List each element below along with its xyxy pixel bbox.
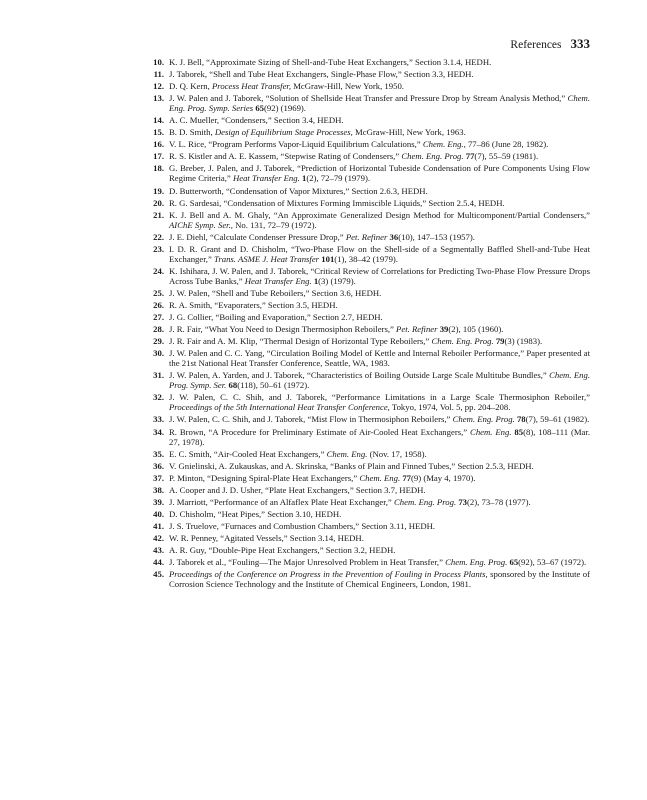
reference-number: 16. xyxy=(153,139,164,150)
reference-text-part: I. D. R. Grant and D. Chisholm, “Two-Phase Flow on the Shell-side of a Segmentally Baffled Shell-and-Tube Heat Exchanger,” xyxy=(169,243,590,264)
reference-text-part: J. G. Collier, “Boiling and Evaporation,” Section 2.7, HEDH. xyxy=(169,312,383,323)
reference-number: 11. xyxy=(153,69,164,80)
reference-volume-bold: 85 xyxy=(514,426,524,437)
reference-text xyxy=(169,414,590,424)
reference-number: 21. xyxy=(153,209,164,220)
reference-text-part: (92), 53–67 (1972). xyxy=(518,557,587,568)
reference-volume-bold: 73 xyxy=(458,496,467,507)
reference-text xyxy=(169,545,590,555)
reference-source-italic: AIChE Symp. Ser., xyxy=(169,219,233,230)
reference-volume-bold: 101 xyxy=(321,253,335,264)
reference-text-part: (1), 38–42 (1979). xyxy=(334,253,398,264)
reference-text-part: (7), 55–59 (1981). xyxy=(474,151,539,162)
reference-text-part: J. Taborek, “Shell and Tube Heat Exchangers, Single-Phase Flow,” Section 3.3, HEDH. xyxy=(169,69,474,80)
reference-source-italic: Chem. Eng. Prog. Symp. Series xyxy=(169,93,590,114)
reference-number: 12. xyxy=(153,81,164,92)
reference-text-part: J. W. Palen, C. C. Shih, and J. Taborek, “Performance Limitations in a Large Scale Thermosiphon Reboiler,” xyxy=(169,392,590,403)
reference-text-part: (3) (1979). xyxy=(318,275,356,286)
reference-text-part: J. Taborek et al., “Fouling—The Major Unresolved Problem in Heat Transfer,” xyxy=(169,557,446,568)
reference-text xyxy=(169,392,590,412)
reference-text-part: W. R. Penney, “Agitated Vessels,” Section 3.14, HEDH. xyxy=(169,532,364,543)
reference-text xyxy=(169,497,590,507)
reference-text-part: R. A. Smith, “Evaporaters,” Section 3.5, HEDH. xyxy=(169,299,338,310)
reference-volume-bold: 77 xyxy=(465,151,475,162)
reference-text-part: McGraw-Hill, New York, 1963. xyxy=(352,127,466,138)
reference-number: 29. xyxy=(153,336,164,347)
reference-number: 36. xyxy=(153,460,164,471)
reference-number: 28. xyxy=(153,324,164,335)
reference-source-italic: Proceedings of the 5th International Heat Transfer Conference, xyxy=(169,402,390,413)
reference-text xyxy=(169,509,590,519)
reference-text-part: A. C. Mueller, “Condensers,” Section 3.4, HEDH. xyxy=(169,115,344,126)
reference-volume-bold: 1 xyxy=(301,173,307,184)
reference-text xyxy=(169,163,590,183)
reference-text-part: R. Brown, “A Procedure for Preliminary Estimate of Air-Cooled Heat Exchangers,” xyxy=(169,426,471,437)
reference-text-part: J. W. Palen, C. C. Shih, and J. Taborek, “Mist Flow in Thermosiphon Reboilers,” xyxy=(169,414,453,425)
reference-source-italic: Chem. Eng. xyxy=(359,472,401,483)
reference-entry xyxy=(143,288,590,298)
reference-source-italic: Chem. Eng. Prog. xyxy=(393,496,457,507)
reference-text-part: J. Marriott, “Performance of an Alfaflex Plate Heat Exchanger,” xyxy=(169,496,394,507)
reference-entry xyxy=(143,348,590,368)
reference-text xyxy=(169,461,590,471)
reference-number: 40. xyxy=(153,508,164,519)
reference-source-italic: Chem. Eng., xyxy=(422,139,466,150)
reference-volume-bold: 1 xyxy=(313,275,319,286)
reference-entry xyxy=(143,81,590,91)
reference-volume-bold: 79 xyxy=(495,336,505,347)
reference-text xyxy=(169,473,590,483)
reference-text-part: K. Ishihara, J. W. Palen, and J. Taborek, “Critical Review of Correlations for Predicting Two-Phase Flow Pressure Drops Across Tube Banks,” xyxy=(169,265,590,286)
reference-text-part: R. G. Sardesai, “Condensation of Mixtures Forming Immiscible Liquids,” Section 2.5.4, HEDH. xyxy=(169,197,505,208)
reference-number: 20. xyxy=(153,197,164,208)
reference-text xyxy=(169,198,590,208)
reference-entry xyxy=(143,485,590,495)
reference-entry xyxy=(143,545,590,555)
reference-entry xyxy=(143,392,590,412)
reference-text xyxy=(169,57,590,67)
reference-text-part: 77–86 (June 28, 1982). xyxy=(465,139,549,150)
reference-volume-bold: 68 xyxy=(228,380,238,391)
reference-entry xyxy=(143,232,590,242)
reference-number: 14. xyxy=(153,115,164,126)
reference-text-part: (9) (May 4, 1970). xyxy=(411,472,476,483)
reference-text xyxy=(169,127,590,137)
reference-entry xyxy=(143,210,590,230)
reference-text-part: J. S. Truelove, “Furnaces and Combustion Chambers,” Section 3.11, HEDH. xyxy=(169,520,436,531)
reference-text xyxy=(169,557,590,567)
reference-text-part: D. Q. Kern, xyxy=(169,81,212,92)
reference-text-part: (2), 105 (1960). xyxy=(448,324,504,335)
reference-entry xyxy=(143,300,590,310)
reference-text-part: J. R. Fair and A. M. Klip, “Thermal Design of Horizontal Type Reboilers,” xyxy=(169,336,432,347)
reference-source-italic: Design of Equilibrium Stage Processes, xyxy=(214,127,353,138)
reference-volume-bold: 36 xyxy=(389,231,399,242)
reference-text xyxy=(169,324,590,334)
reference-text xyxy=(169,210,590,230)
reference-entry xyxy=(143,370,590,390)
reference-text-part: (92) (1969). xyxy=(264,103,306,114)
reference-text xyxy=(169,300,590,310)
reference-number: 19. xyxy=(153,185,164,196)
reference-entry xyxy=(143,324,590,334)
reference-text xyxy=(169,186,590,196)
reference-entry xyxy=(143,473,590,483)
reference-volume-bold: 65 xyxy=(509,557,519,568)
reference-entry xyxy=(143,198,590,208)
reference-entry xyxy=(143,57,590,67)
reference-text xyxy=(169,569,590,589)
reference-text xyxy=(169,151,590,161)
reference-source-italic: Chem. Eng. Prog. xyxy=(452,414,515,425)
reference-text xyxy=(169,533,590,543)
reference-text xyxy=(169,93,590,113)
section-title: References xyxy=(510,39,562,51)
reference-text-part: McGraw-Hill, New York, 1950. xyxy=(291,81,404,92)
reference-number: 15. xyxy=(153,127,164,138)
reference-number: 37. xyxy=(153,472,164,483)
reference-text xyxy=(169,232,590,242)
reference-entry xyxy=(143,449,590,459)
reference-entry xyxy=(143,557,590,567)
reference-number: 26. xyxy=(153,299,164,310)
reference-number: 33. xyxy=(153,414,164,425)
reference-number: 10. xyxy=(153,57,164,67)
reference-text xyxy=(169,336,590,346)
reference-text-part: (7), 59–61 (1982). xyxy=(525,414,590,425)
reference-entry xyxy=(143,115,590,125)
reference-number: 45. xyxy=(153,569,164,580)
reference-source-italic: Heat Transfer Eng. xyxy=(232,173,300,184)
reference-text xyxy=(169,115,590,125)
reference-text xyxy=(169,449,590,459)
reference-text-part: J. W. Palen and J. Taborek, “Solution of Shellside Heat Transfer and Pressure Drop by Stream Analysis Method,” xyxy=(169,93,568,104)
reference-number: 24. xyxy=(153,265,164,276)
reference-text-part: No. 131, 72–79 (1972). xyxy=(232,219,317,230)
reference-number: 22. xyxy=(153,231,164,242)
reference-number: 23. xyxy=(153,243,164,254)
reference-entry xyxy=(143,139,590,149)
reference-number: 13. xyxy=(153,93,164,104)
reference-text xyxy=(169,312,590,322)
reference-source-italic: Trans. ASME J. Heat Transfer xyxy=(214,253,320,264)
reference-entry xyxy=(143,533,590,543)
reference-number: 32. xyxy=(153,392,164,403)
reference-text-part: K. J. Bell, “Approximate Sizing of Shell-and-Tube Heat Exchangers,” Section 3.1.4, HEDH. xyxy=(169,57,492,67)
reference-volume-bold: 78 xyxy=(516,414,526,425)
reference-entry xyxy=(143,461,590,471)
reference-text xyxy=(169,69,590,79)
reference-text xyxy=(169,370,590,390)
reference-number: 27. xyxy=(153,312,164,323)
reference-source-italic: Chem. Eng. Prog. xyxy=(401,151,464,162)
reference-volume-bold: 65 xyxy=(255,103,264,114)
reference-text-part: V. Gnielinski, A. Zukauskas, and A. Skrinska, “Banks of Plain and Finned Tubes,” Section 2.5.3, HEDH. xyxy=(169,460,534,471)
reference-text-part: P. Minton, “Designing Spiral-Plate Heat Exchangers,” xyxy=(169,472,360,483)
reference-number: 44. xyxy=(153,557,164,568)
reference-source-italic: Heat Transfer Eng. xyxy=(244,275,312,286)
reference-source-italic: Pet. Refiner xyxy=(396,324,438,335)
reference-volume-bold: 39 xyxy=(439,324,449,335)
reference-text-part: A. R. Guy, “Double-Pipe Heat Exchangers,” Section 3.2, HEDH. xyxy=(169,544,396,555)
reference-entry xyxy=(143,127,590,137)
reference-text-part: (2), 73–78 (1977). xyxy=(467,496,531,507)
reference-number: 42. xyxy=(153,532,164,543)
reference-text-part: (Nov. 17, 1958). xyxy=(367,448,427,459)
reference-list xyxy=(143,57,590,591)
reference-text-part: J. W. Palen, A. Yarden, and J. Taborek, “Characteristics of Boiling Outside Large Scale Multitube Bundles,” xyxy=(169,370,550,381)
reference-text-part: R. S. Kistler and A. E. Kassem, “Stepwise Rating of Condensers,” xyxy=(169,151,402,162)
reference-entry xyxy=(143,414,590,424)
reference-number: 41. xyxy=(153,520,164,531)
reference-entry xyxy=(143,266,590,286)
reference-source-italic: Chem. Eng. xyxy=(470,426,512,437)
reference-text-part: (10), 147–153 (1957). xyxy=(398,231,475,242)
reference-number: 25. xyxy=(153,287,164,298)
reference-entry xyxy=(143,336,590,346)
reference-source-italic: Process Heat Transfer, xyxy=(211,81,292,92)
reference-text-part: V. L. Rice, “Program Performs Vapor-Liquid Equilibrium Calculations,” xyxy=(169,139,423,150)
reference-text-part: D. Butterworth, “Condensation of Vapor Mixtures,” Section 2.6.3, HEDH. xyxy=(169,185,428,196)
reference-entry xyxy=(143,497,590,507)
page-number: 333 xyxy=(570,36,590,51)
reference-number: 18. xyxy=(153,163,164,174)
reference-entry xyxy=(143,569,590,589)
reference-number: 30. xyxy=(153,348,164,359)
running-header xyxy=(143,37,590,52)
reference-text xyxy=(169,288,590,298)
reference-text xyxy=(169,139,590,149)
reference-text-part: (3) (1983). xyxy=(504,336,543,347)
reference-entry xyxy=(143,69,590,79)
reference-entry xyxy=(143,509,590,519)
reference-source-italic: Chem. Eng. Prog. xyxy=(431,336,494,347)
reference-source-italic: Pet. Refiner xyxy=(345,231,388,242)
reference-source-italic: Proceedings of the Conference on Progress in the Prevention of Fouling in Process Plants, xyxy=(169,569,488,580)
reference-entry xyxy=(143,151,590,161)
reference-entry xyxy=(143,163,590,183)
reference-text-part: G. Breber, J. Palen, and J. Taborek, “Prediction of Horizontal Tubeside Condensation of Pure Components Using Flow Regime Criteria,” xyxy=(169,163,590,184)
reference-entry xyxy=(143,521,590,531)
reference-text xyxy=(169,427,590,447)
reference-text-part: (118), 50–61 (1972). xyxy=(237,380,310,391)
reference-text xyxy=(169,266,590,286)
reference-text-part: B. D. Smith, xyxy=(169,127,215,138)
reference-number: 17. xyxy=(153,151,164,162)
reference-text-part: J. W. Palen, “Shell and Tube Reboilers,” Section 3.6, HEDH. xyxy=(169,287,382,298)
reference-number: 39. xyxy=(153,496,164,507)
reference-volume-bold: 77 xyxy=(402,472,412,483)
reference-text xyxy=(169,348,590,368)
reference-text xyxy=(169,81,590,91)
reference-entry xyxy=(143,93,590,113)
reference-source-italic: Chem. Eng. Prog. xyxy=(445,557,508,568)
reference-text-part: (2), 72–79 (1979). xyxy=(306,173,371,184)
reference-entry xyxy=(143,427,590,447)
reference-entry xyxy=(143,186,590,196)
reference-text-part: (8), 108–111 (Mar. 27, 1978). xyxy=(169,426,590,447)
reference-text xyxy=(169,244,590,264)
reference-number: 38. xyxy=(153,484,164,495)
reference-source-italic: Chem. Eng. Prog. Symp. Ser. xyxy=(169,370,590,391)
reference-source-italic: Chem. Eng. xyxy=(326,448,368,459)
reference-text-part: K. J. Bell and A. M. Ghaly, “An Approximate Generalized Design Method for Multicomponent/Partial Condensers,” xyxy=(169,209,590,220)
reference-number: 35. xyxy=(153,448,164,459)
reference-text xyxy=(169,521,590,531)
reference-text-part: J. E. Diehl, “Calculate Condenser Pressure Drop,” xyxy=(169,231,346,242)
reference-text xyxy=(169,485,590,495)
reference-text-part: D. Chisholm, “Heat Pipes,” Section 3.10, HEDH. xyxy=(169,508,342,519)
reference-text-part: E. C. Smith, “Air-Cooled Heat Exchangers,” xyxy=(169,448,327,459)
reference-text-part: J. W. Palen and C. C. Yang, “Circulation Boiling Model of Kettle and Internal Reboiler Performance,” Paper presented at the 21st National Heat Transfer Conference, Seattle, WA, 1983. xyxy=(169,348,591,369)
reference-text-part: J. R. Fair, “What You Need to Design Thermosiphon Reboilers,” xyxy=(169,324,397,335)
reference-text-part: sponsored by the Institute of Corrosion Science Technology and the Institute of Chemical Engineers, London, 1981. xyxy=(169,569,590,590)
reference-number: 31. xyxy=(153,370,164,381)
reference-text-part: Tokyo, 1974, Vol. 5, pp. 204–208. xyxy=(389,402,511,413)
reference-text-part: A. Cooper and J. D. Usher, “Plate Heat Exchangers,” Section 3.7, HEDH. xyxy=(169,484,426,495)
reference-entry xyxy=(143,244,590,264)
reference-number: 34. xyxy=(153,426,164,437)
reference-entry xyxy=(143,312,590,322)
reference-number: 43. xyxy=(153,544,164,555)
